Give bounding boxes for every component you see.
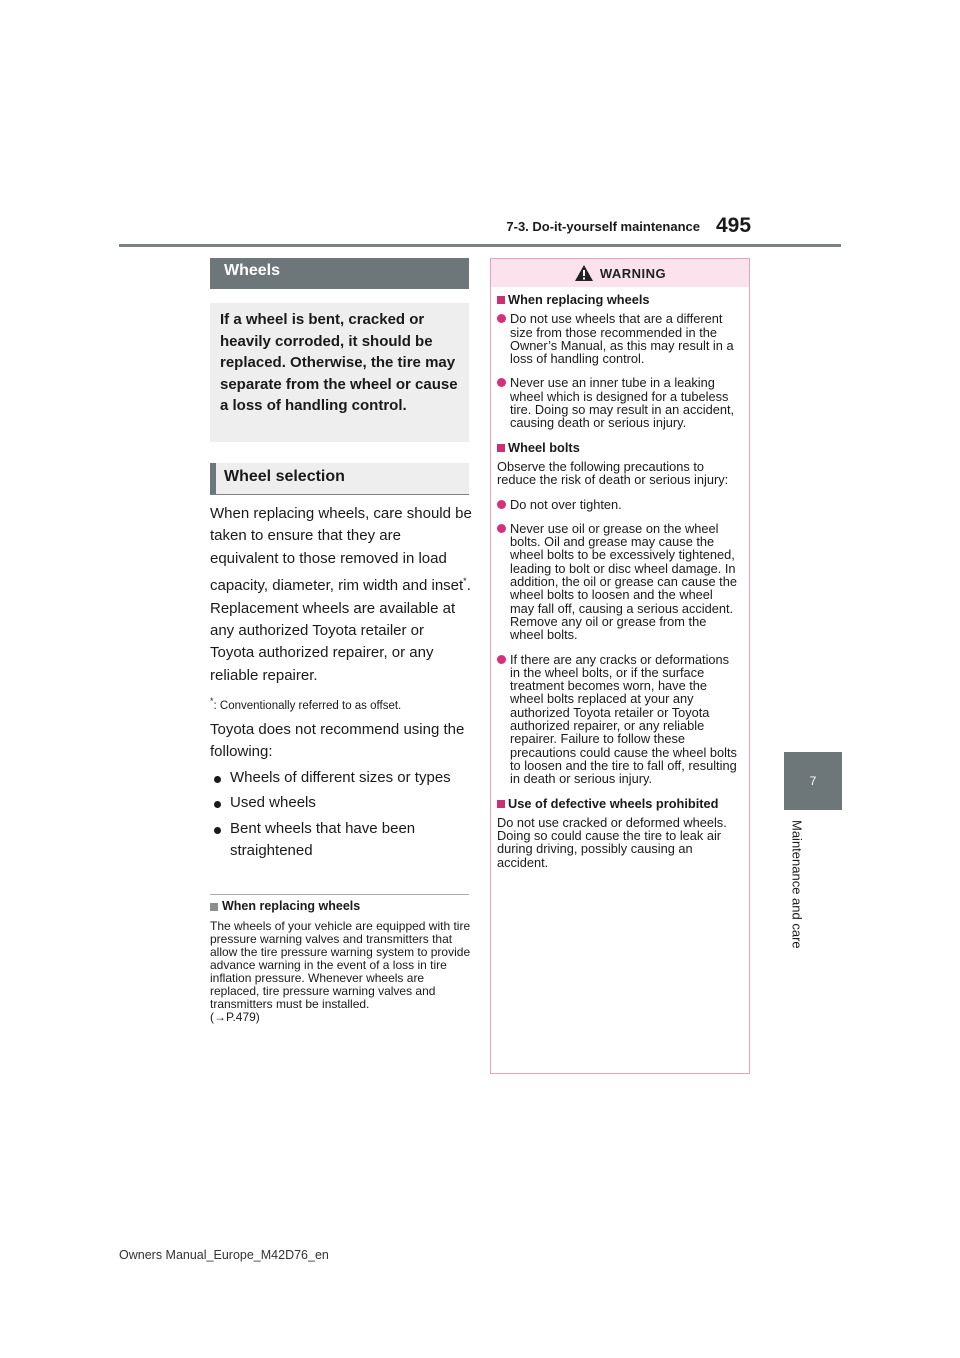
warning-title: WARNING — [599, 265, 667, 281]
warning-triangle-icon — [574, 264, 594, 282]
warning-paragraph-line: Doing so could cause the tire to leak air during driving, possibly causing an accident. — [497, 828, 722, 870]
info-heading-text: When replacing wheels — [222, 899, 361, 913]
footnote-text: : Conventionally referred to as offset. — [213, 700, 402, 713]
paragraph-equivalence-text: When replacing wheels, care should be taken to ensure that they are equivalent to those removed in load capacity, diameter, rim width and inset — [210, 505, 472, 595]
warning-heading-text: When replacing wheels — [508, 292, 650, 307]
circle-bullet-icon — [497, 314, 506, 323]
page-number: 495 — [716, 214, 752, 237]
intro-text: If a wheel is bent, cracked or heavily corroded, it should be replaced. Otherwise, the tire may separate from the wheel or cause a loss of handling control. — [220, 311, 458, 414]
warning-item-text: If there are any cracks or deformations in the wheel bolts, or if the surface treatment becomes worn, have the wheel bolts replaced at your any authorized Toyota retailer or Toyota authorized repairer, or any reliable repairer. Failure to follow these precautions could cause the wheel bolts to loosen and the tire to fall off, resulting in death or serious injury. — [510, 651, 737, 787]
bullet-item — [210, 792, 472, 814]
warning-item — [497, 522, 740, 642]
wheel-selection-heading: Wheel selection — [210, 463, 469, 495]
warning-item-text: Never use oil or grease on the wheel bolts. Oil and grease may cause the wheel bolts to be excessively tightened, leading to bolt or disc wheel damage. In addition, the oil or grease can cause the wheel bolts to loosen and the wheel may fall off, causing a serious accident. Remove any oil or grease from the wheel bolts. — [510, 520, 737, 643]
circle-bullet-icon — [497, 655, 506, 664]
info-heading — [210, 900, 472, 913]
bullet-text: Bent wheels that have been straightened — [230, 819, 416, 860]
warning-item-text: Do not over tighten. — [510, 496, 622, 512]
section-title: 7-3. Do-it-yourself maintenance — [506, 219, 700, 234]
paragraph-not-recommended: Toyota does not recommend using the following: — [210, 721, 465, 761]
paragraph-equivalence — [210, 503, 472, 598]
warning-section-heading — [497, 441, 740, 454]
chapter-tab: 7 — [784, 752, 842, 810]
chapter-title-vertical — [784, 820, 810, 985]
info-divider — [210, 894, 469, 895]
bullet-dot-icon — [214, 776, 221, 783]
warning-heading-text: Wheel bolts — [508, 439, 580, 455]
warning-item — [497, 312, 740, 365]
square-bullet-icon — [210, 903, 218, 911]
bullet-dot-icon — [214, 827, 221, 834]
bullet-item — [210, 818, 472, 863]
info-block — [210, 900, 472, 1024]
bullet-text: Used wheels — [230, 794, 316, 812]
warning-item-text: Do not use wheels that are a different size from those recommended in the Owner’s Manual, as this may result in a loss of handling control. — [510, 311, 734, 367]
warning-item — [497, 376, 740, 429]
warning-heading-text: Use of defective wheels prohibited — [508, 795, 719, 811]
header-divider — [119, 244, 841, 247]
square-bullet-icon — [497, 444, 505, 452]
warning-paragraph — [497, 816, 740, 869]
paragraph-availability: Replacement wheels are available at any authorized Toyota retailer or Toyota authorized repairer, or any reliable repairer. — [210, 599, 456, 684]
warning-item — [497, 498, 740, 511]
warning-paragraph: Observe the following precautions to reduce the risk of death or serious injury: — [497, 458, 729, 488]
square-bullet-icon — [497, 800, 505, 808]
intro-summary-box — [210, 303, 469, 442]
warning-header — [491, 259, 749, 287]
warning-section-heading — [497, 797, 740, 810]
warning-box — [490, 258, 750, 1074]
wheels-heading: Wheels — [210, 258, 469, 289]
warning-section-heading — [497, 293, 740, 306]
warning-item-text: Never use an inner tube in a leaking wheel which is designed for a tubeless tire. Doing so may result in an accident, causing death or serious injury. — [510, 375, 735, 431]
circle-bullet-icon — [497, 500, 506, 509]
bullet-text: Wheels of different sizes or types — [230, 768, 451, 786]
circle-bullet-icon — [497, 524, 506, 533]
page-reference-link[interactable]: (→P.479) — [210, 1010, 260, 1024]
info-body: The wheels of your vehicle are equipped with tire pressure warning valves and transmitters that allow the tire pressure warning system to provide advance warning in the event of a loss in tire inflation pressure. Whenever wheels are replaced, tire pressure warning valves and transmitters must be installed. — [210, 919, 471, 1011]
square-bullet-icon — [497, 296, 505, 304]
warning-content — [497, 293, 740, 869]
wheel-selection-body — [210, 503, 472, 866]
warning-paragraph-line: Do not use cracked or deformed wheels. — [497, 814, 727, 830]
warning-item — [497, 653, 740, 786]
bullet-item — [210, 767, 472, 789]
circle-bullet-icon — [497, 378, 506, 387]
chapter-title-text: Maintenance and care — [789, 820, 805, 949]
bullet-dot-icon — [214, 801, 221, 808]
info-text — [210, 920, 472, 1024]
inset-footnote-mark: * — [463, 576, 467, 587]
footer-document-name: Owners Manual_Europe_M42D76_en — [119, 1248, 329, 1262]
footnote — [210, 693, 472, 714]
footnote-mark: * — [210, 696, 214, 707]
paragraph-equivalence-end: . — [466, 577, 471, 595]
